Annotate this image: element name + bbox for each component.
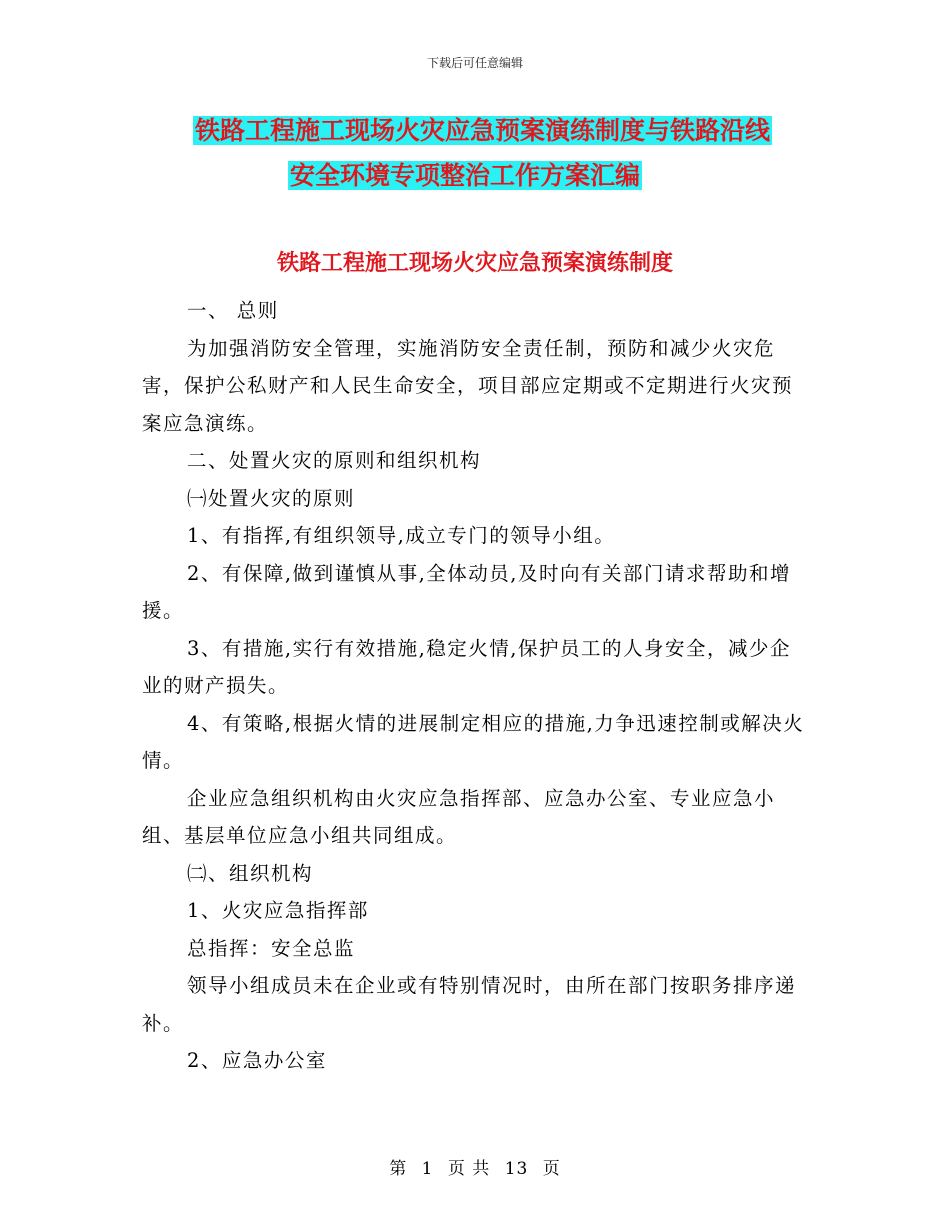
document-title-line-2 — [140, 153, 820, 198]
paragraph-list-item: 1、火灾应急指挥部 — [187, 899, 369, 922]
page-footer — [0, 1154, 950, 1179]
footer-page-total: 13 — [504, 1159, 529, 1179]
paragraph-list-item: 3、有措施,实行有效措施,稳定火情,保护员工的人身安全，减少企业的财产损失。 — [142, 636, 792, 697]
paragraph: 企业应急组织机构由火灾应急指挥部、应急办公室、专业应急小组、基层单位应急小组共同组成。 — [142, 786, 776, 847]
paragraph-list-item: 1、有指挥,有组织领导,成立专门的领导小组。 — [187, 524, 616, 547]
paragraph-subheading: ㈠处置火灾的原则 — [187, 486, 356, 510]
paragraph: 为加强消防安全管理，实施消防安全责任制，预防和减少火灾危害，保护公私财产和人民生命安全，项目部应定期或不定期进行火灾预案应急演练。 — [142, 336, 794, 435]
footer-page-prefix: 第 — [389, 1159, 408, 1179]
document-title-line-1-text: 铁路工程施工现场火灾应急预案演练制度与铁路沿线 — [195, 116, 771, 145]
footer-page-number: 1 — [421, 1159, 434, 1179]
section-title: 铁路工程施工现场火灾应急预案演练制度 — [276, 250, 673, 276]
paragraph: 领导小组成员未在企业或有特别情况时，由所在部门按职务排序递补。 — [142, 974, 797, 1035]
document-title-line-2-text: 安全环境专项整治工作方案汇编 — [290, 161, 641, 190]
paragraph-general-heading: 一、 总则 — [187, 299, 279, 322]
document-title — [140, 108, 820, 198]
footer-page-mid: 页 共 — [447, 1159, 491, 1179]
document-title-line-1 — [140, 108, 820, 153]
paragraph-subheading: ㈡、组织机构 — [187, 861, 314, 885]
page-header-note: 下载后可任意编辑 — [426, 56, 523, 70]
document-body — [142, 292, 808, 1080]
paragraph-list-item: 4、有策略,根据火情的进展制定相应的措施,力争迅速控制或解决火情。 — [142, 711, 805, 772]
paragraph-list-item: 2、有保障,做到谨慎从事,全体动员,及时向有关部门请求帮助和增援。 — [142, 561, 792, 622]
paragraph: 总指挥：安全总监 — [187, 936, 356, 960]
footer-page-suffix: 页 — [542, 1159, 561, 1179]
paragraph-list-item: 2、应急办公室 — [187, 1049, 327, 1072]
paragraph-principles-heading: 二、处置火灾的原则和组织机构 — [187, 449, 482, 472]
